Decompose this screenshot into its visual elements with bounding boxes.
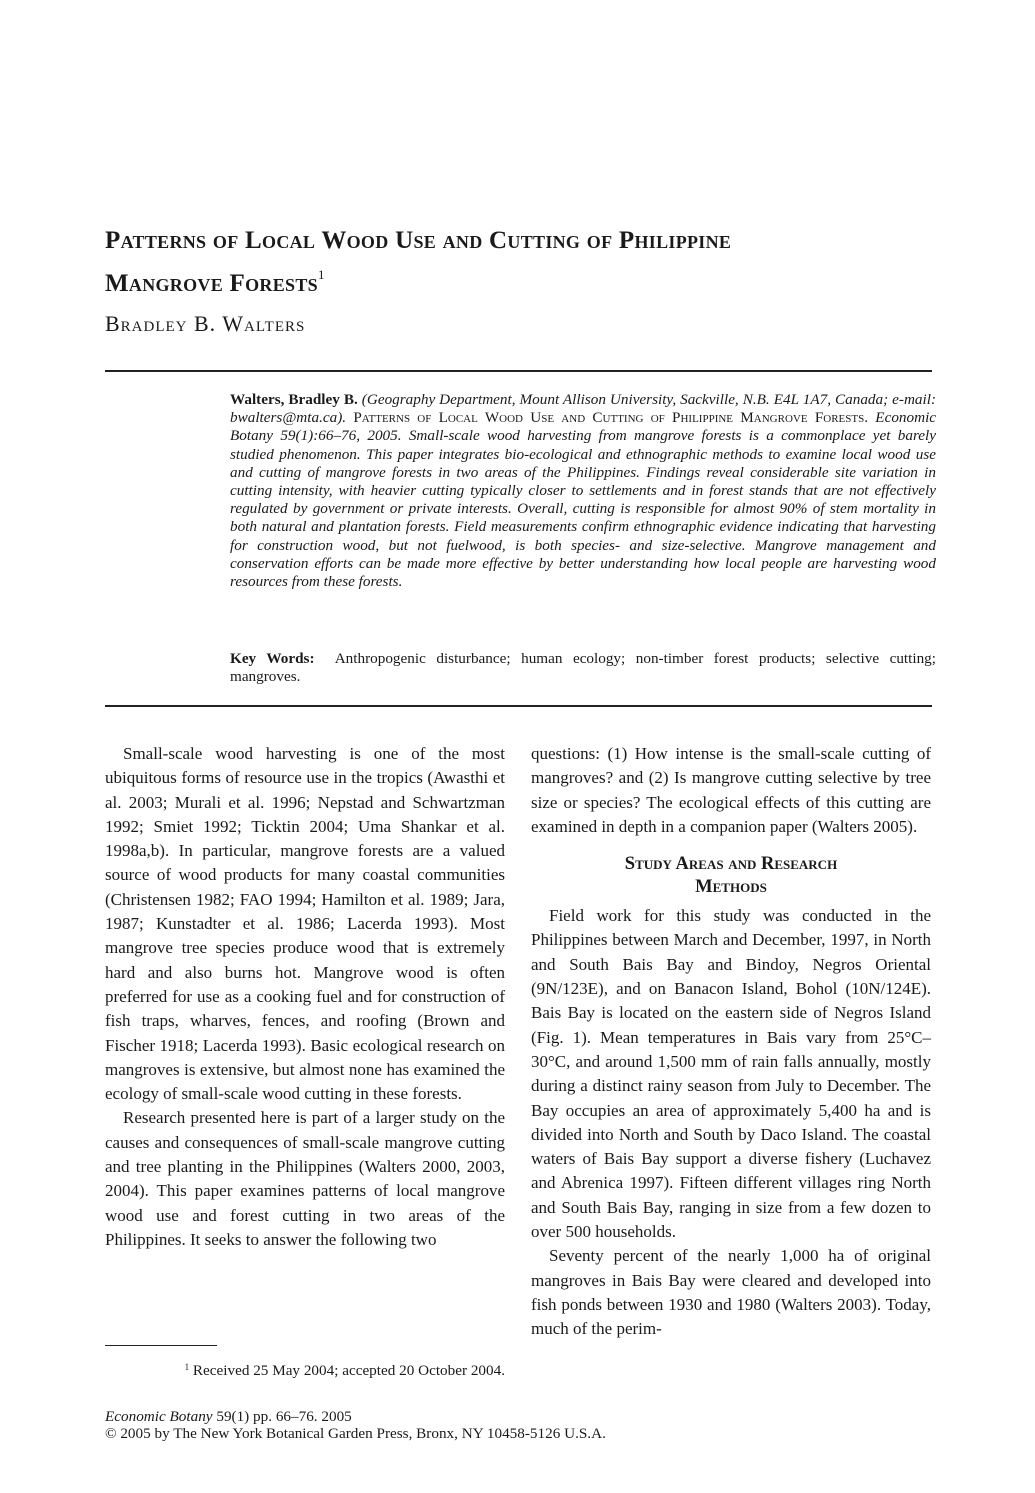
footnote-mark: 1 xyxy=(184,1362,190,1372)
footnote xyxy=(105,1358,505,1380)
abstract-bottom-rule xyxy=(105,705,932,707)
abstract-top-rule xyxy=(105,370,932,372)
journal-citation xyxy=(105,1408,352,1425)
title-line-1: Patterns of Local Wood Use and Cutting of Philippine xyxy=(105,227,732,254)
right-paragraph-3: Seventy percent of the nearly 1,000 ha of original mangroves in Bais Bay were cleared and developed into fish ponds between 1930 and 1980 (Walters 2003). Today, much of the perim- xyxy=(531,1246,931,1339)
author-name: Bradley B. Walters xyxy=(105,311,306,336)
left-column xyxy=(105,742,505,1252)
left-paragraph-1: Small-scale wood harvesting is one of the most ubiquitous forms of resource use in the tropics (Awasthi et al. 2003; Murali et al. 1996; Nepstad and Schwartzman 1992; Smiet 1992; Ticktin 2004; Uma Shankar et al. 1998a,b). In particular, mangrove forests are a valued source of wood products for many coastal communities (Christensen 1982; FAO 1994; Hamilton et al. 1989; Jara, 1987; Kunstadter et al. 1986; Lacerda 1993). Most mangrove tree species produce wood that is extremely hard and also burns hot. Mangrove wood is often preferred for use as a cooking fuel and for construction of fish traps, wharves, fences, and roofing (Brown and Fischer 1918; Lacerda 1993). Basic ecological research on mangroves is extensive, but almost none has examined the ecology of small-scale wood cutting in these forests. xyxy=(105,744,505,1104)
journal-name: Economic Botany xyxy=(105,1408,213,1425)
title-line-2: Mangrove Forests xyxy=(105,270,318,297)
left-paragraph-2: Research presented here is part of a larger study on the causes and consequences of small-scale mangrove cutting and tree planting in the Philippines (Walters 2000, 2003, 2004). This paper examines patterns of local mangrove wood use and forest cutting in two areas of the Philippines. It seeks to answer the following two xyxy=(105,1108,505,1249)
paper-title xyxy=(105,224,945,301)
section-heading xyxy=(531,853,931,899)
title-footnote-mark: 1 xyxy=(317,267,325,282)
copyright-line: © 2005 by The New York Botanical Garden Press, Bronx, NY 10458-5126 U.S.A. xyxy=(105,1425,606,1442)
footnote-text: Received 25 May 2004; accepted 20 October 2004. xyxy=(192,1362,505,1379)
footnote-rule xyxy=(105,1345,217,1346)
right-column xyxy=(531,742,931,1342)
abstract-author: Walters, Bradley B. xyxy=(230,391,358,408)
right-paragraph-2: Field work for this study was conducted in the Philippines between March and December, 1997, in North and South Bais Bay and Bindoy, Negros Oriental (9N/123E), and on Banacon Island, Bohol (10N/124E). Bais Bay is located on the eastern side of Negros Island (Fig. 1). Mean temperatures in Bais vary from 25°C–30°C, and around 1,500 mm of rain falls annually, mostly during a distinct rainy season from July to December. The Bay occupies an area of approximately 5,400 ha and is divided into North and South by Daco Island. The coastal waters of Bais Bay support a diverse fishery (Luchavez and Abrenica 1997). Fifteen different villages ring North and South Bais Bay, ranging in size from a few dozen to over 500 households. xyxy=(531,906,931,1242)
keywords-label: Key Words: xyxy=(230,650,315,667)
abstract-title: Patterns of Local Wood Use and Cutting of Philippine Mangrove Forests. xyxy=(353,409,869,427)
abstract-body: Economic Botany 59(1):66–76, 2005. Small-scale wood harvesting from mangrove forests is a commonplace yet barely studied phenomenon. This paper integrates bio-ecological and ethnographic methods to examine local wood use and cutting of mangrove forests in two areas of the Philippines. Findings reveal considerable site variation in cutting intensity, with heavier cutting typically closer to settlements and in forest stands that are not effectively regulated by government or private interests. Overall, cutting is responsible for almost 90% of stem mortality in both natural and plantation forests. Field measurements confirm ethnographic evidence indicating that harvesting for construction wood, but not fuelwood, is both species- and size-selective. Mangrove management and conservation efforts can be made more effective by better understanding how local people are harvesting wood resources from these forests. xyxy=(230,409,937,591)
section-heading-line-2: Methods xyxy=(695,877,767,898)
abstract xyxy=(230,391,936,591)
section-heading-line-1: Study Areas and Research xyxy=(624,854,838,875)
journal-info: 59(1) pp. 66–76. 2005 xyxy=(216,1408,352,1425)
right-paragraph-1: questions: (1) How intense is the small-scale cutting of mangroves? and (2) Is mangrove cutting selective by tree size or species? The ecological effects of this cutting are examined in depth in a companion paper (Walters 2005). xyxy=(531,744,931,836)
abstract-affiliation: (Geography Department, Mount Allison University, Sackville, N.B. E4L 1A7, Canada; e-mail: bwalters@mta.ca). xyxy=(230,391,937,427)
keywords-text: Anthropogenic disturbance; human ecology; non-timber forest products; selective cutting; mangroves. xyxy=(230,650,936,686)
keywords xyxy=(230,650,936,686)
